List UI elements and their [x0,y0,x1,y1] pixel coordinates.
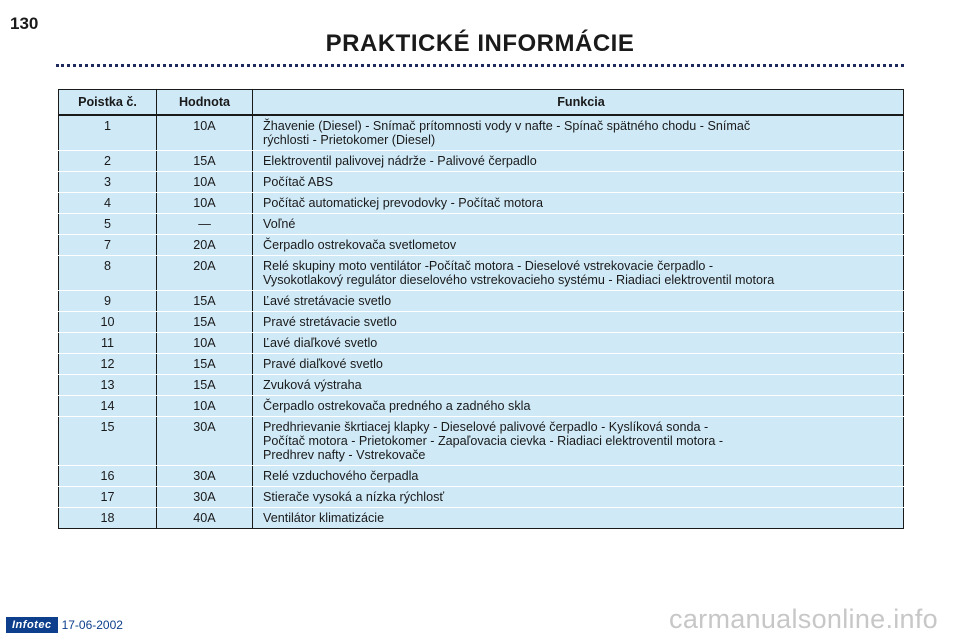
fuse-function-cell [253,312,904,333]
fuse-function-line: rýchlosti - Prietokomer (Diesel) [263,133,436,147]
watermark: carmanualsonline.info [669,604,938,634]
table-row [59,256,904,291]
table-row [59,396,904,417]
fuse-value-cell: 15A [157,151,253,172]
table-row [59,291,904,312]
fuse-number-cell: 14 [59,396,157,417]
fuse-value-cell: 15A [157,375,253,396]
header-fuse-function: Funkcia [253,90,904,116]
fuse-function-cell [253,151,904,172]
fuse-function-cell [253,172,904,193]
fuse-function-cell [253,354,904,375]
page-title: PRAKTICKÉ INFORMÁCIE [325,30,635,57]
fuse-function-line: Elektroventil palivovej nádrže - Palivové čerpadlo [263,154,537,168]
fuse-function-line: Predhrev nafty - Vstrekovače [263,448,426,462]
fuse-function-line: Stierače vysoká a nízka rýchlosť [263,490,445,504]
table-row [59,375,904,396]
fuse-function-line: Počítač ABS [263,175,334,189]
fuse-function-cell [253,291,904,312]
table-row [59,354,904,375]
table-row [59,487,904,508]
fuse-value-cell: 20A [157,256,253,291]
fuse-function-cell [253,396,904,417]
fuse-function-line: Vysokotlakový regulátor dieselového vstrekovacieho systému - Riadiaci elektroventil motora [263,273,775,287]
fuse-number-cell: 10 [59,312,157,333]
fuse-value-cell: 10A [157,396,253,417]
table-row [59,193,904,214]
header-fuse-value: Hodnota [157,90,253,116]
fuse-function-cell [253,487,904,508]
infotec-logo: Infotec [6,617,58,633]
fuse-function-line: Ľavé stretávacie svetlo [263,294,392,308]
fuse-function-cell [253,375,904,396]
fuse-function-line: Žhavenie (Diesel) - Snímač prítomnosti vody v nafte - Spínač spätného chodu - Snímač [263,119,751,133]
fuse-number-cell: 15 [59,417,157,466]
fuse-table-body [59,115,904,529]
fuse-function-line: Zvuková výstraha [263,378,362,392]
fuse-value-cell: 15A [157,291,253,312]
fuse-number-cell: 2 [59,151,157,172]
dotted-divider [56,64,904,67]
fuse-function-cell [253,193,904,214]
fuse-function-line: Počítač automatickej prevodovky - Počítač motora [263,196,543,210]
fuse-value-cell: 30A [157,417,253,466]
fuse-function-line: Čerpadlo ostrekovača svetlometov [263,238,457,252]
fuse-number-cell: 9 [59,291,157,312]
fuse-number-cell: 13 [59,375,157,396]
footer-date: 17-06-2002 [61,618,123,632]
table-row [59,172,904,193]
table-row [59,333,904,354]
fuse-function-line: Pravé diaľkové svetlo [263,357,383,371]
fuse-value-cell: 40A [157,508,253,529]
table-row [59,312,904,333]
fuse-value-cell: 15A [157,312,253,333]
fuse-function-line: Čerpadlo ostrekovača predného a zadného skla [263,399,531,413]
fuse-value-cell: 15A [157,354,253,375]
page-number: 130 [10,14,39,33]
fuse-function-cell [253,417,904,466]
fuse-value-cell: 30A [157,487,253,508]
fuse-function-line: Ventilátor klimatizácie [263,511,385,525]
fuse-value-cell: 30A [157,466,253,487]
fuse-value-cell: 20A [157,235,253,256]
fuse-function-cell [253,256,904,291]
table-row [59,115,904,151]
fuse-number-cell: 11 [59,333,157,354]
table-row [59,508,904,529]
fuse-function-line: Pravé stretávacie svetlo [263,315,397,329]
fuse-value-cell: 10A [157,333,253,354]
fuse-function-cell [253,214,904,235]
fuse-number-cell: 1 [59,115,157,151]
fuse-number-cell: 5 [59,214,157,235]
fuse-number-cell: 18 [59,508,157,529]
fuse-number-cell: 16 [59,466,157,487]
fuse-function-cell [253,115,904,151]
fuse-value-cell: — [157,214,253,235]
fuse-number-cell: 3 [59,172,157,193]
header-fuse-number: Poistka č. [59,90,157,116]
fuse-number-cell: 4 [59,193,157,214]
fuse-function-cell [253,508,904,529]
fuse-number-cell: 17 [59,487,157,508]
table-row [59,466,904,487]
fuse-value-cell: 10A [157,193,253,214]
fuse-function-cell [253,235,904,256]
fuse-function-line: Ľavé diaľkové svetlo [263,336,378,350]
fuse-function-line: Voľné [263,217,296,231]
fuse-function-line: Relé skupiny moto ventilátor -Počítač motora - Dieselové vstrekovacie čerpadlo - [263,259,714,273]
fuse-value-cell: 10A [157,172,253,193]
table-row [59,214,904,235]
table-row [59,151,904,172]
footer [6,617,123,633]
fuse-table [58,89,904,529]
fuse-function-line: Počítač motora - Prietokomer - Zapaľovacia cievka - Riadiaci elektroventil motora - [263,434,724,448]
table-row [59,417,904,466]
fuse-number-cell: 12 [59,354,157,375]
fuse-function-line: Relé vzduchového čerpadla [263,469,419,483]
fuse-value-cell: 10A [157,115,253,151]
fuse-number-cell: 8 [59,256,157,291]
table-header-row [59,90,904,116]
fuse-function-cell [253,333,904,354]
table-row [59,235,904,256]
fuse-function-cell [253,466,904,487]
fuse-number-cell: 7 [59,235,157,256]
fuse-function-line: Predhrievanie škrtiacej klapky - Dieselové palivové čerpadlo - Kyslíková sonda - [263,420,709,434]
